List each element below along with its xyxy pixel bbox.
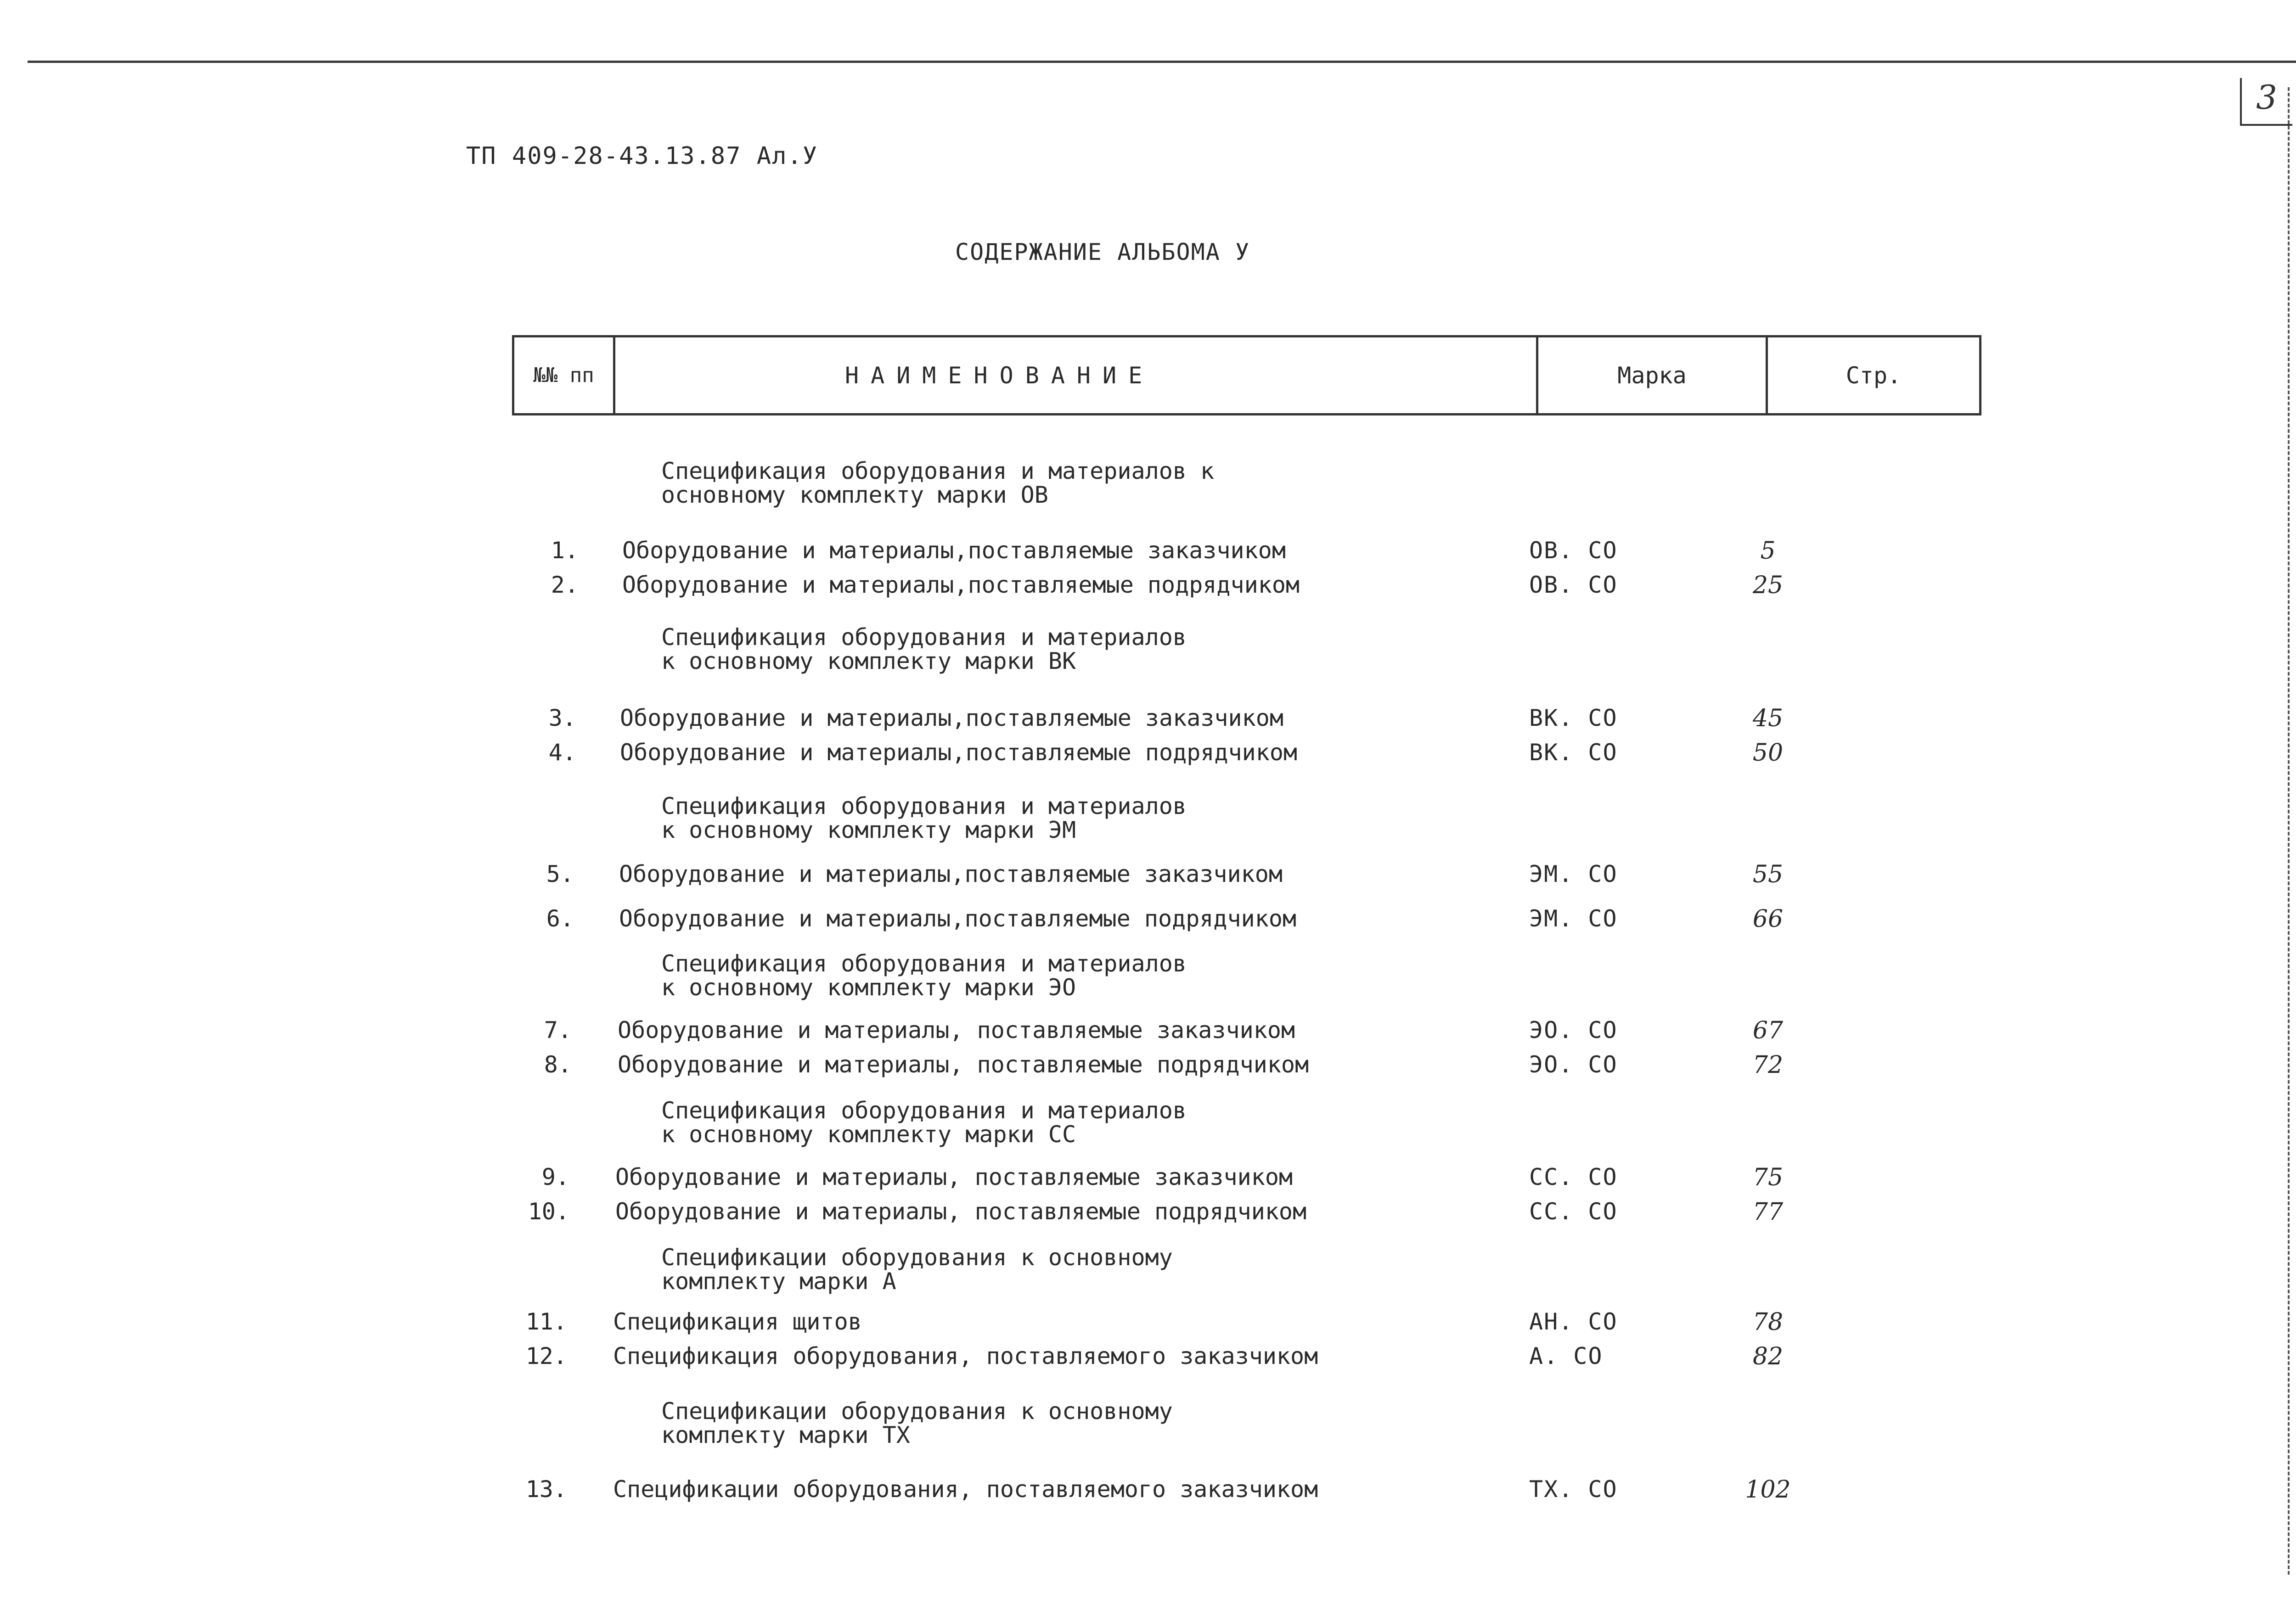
table-row: [0, 905, 2296, 937]
table-row: [0, 1051, 2296, 1083]
row-page: 25: [1752, 572, 1784, 599]
row-number: 3.: [548, 705, 576, 731]
row-name: Спецификация щитов: [613, 1308, 862, 1335]
row-name: Спецификации оборудования, поставляемого заказчиком: [613, 1476, 1318, 1503]
page-number: 3: [2256, 78, 2277, 117]
row-mark: ОВ. СО: [1529, 537, 1618, 564]
top-rule: [28, 61, 2296, 63]
table-header: [512, 335, 1981, 415]
row-page: 45: [1752, 705, 1784, 732]
section-heading-ov: Спецификация оборудования и материалов к основному комплекту марки ОВ: [661, 458, 1215, 508]
row-mark: ОВ. СО: [1529, 572, 1618, 598]
section-heading-em: Спецификация оборудования и материалов к основному комплекту марки ЭМ: [661, 793, 1187, 843]
row-mark: ТХ. СО: [1529, 1476, 1618, 1503]
row-mark: СС. СО: [1529, 1198, 1618, 1225]
row-number: 10.: [528, 1198, 569, 1225]
row-name: Оборудование и материалы,поставляемые заказчиком: [622, 537, 1286, 564]
row-page: 72: [1752, 1051, 1784, 1079]
row-name: Оборудование и материалы, поставляемые заказчиком: [615, 1164, 1293, 1190]
table-row: [0, 537, 2296, 569]
row-number: 2.: [551, 572, 579, 598]
row-number: 8.: [544, 1051, 572, 1078]
row-page: 55: [1752, 861, 1784, 888]
table-row: [0, 1198, 2296, 1230]
document-code: ТП 409-28-43.13.87 Ал.У: [466, 142, 818, 170]
row-page: 66: [1752, 905, 1784, 933]
row-number: 9.: [541, 1164, 569, 1190]
row-mark: ЭО. СО: [1529, 1017, 1618, 1043]
table-row: [0, 1164, 2296, 1196]
section-heading-ss: Спецификация оборудования и материалов к основному комплекту марки СС: [661, 1097, 1187, 1148]
table-row: [0, 861, 2296, 893]
row-page: 5: [1760, 537, 1776, 565]
table-row: [0, 572, 2296, 604]
row-name: Оборудование и материалы, поставляемые подрядчиком: [615, 1198, 1307, 1225]
row-number: 1.: [551, 537, 579, 564]
row-page: 78: [1752, 1308, 1784, 1336]
row-name: Оборудование и материалы, поставляемые подрядчиком: [618, 1051, 1309, 1078]
table-row: [0, 739, 2296, 771]
row-mark: ВК. СО: [1529, 705, 1618, 731]
row-number: 11.: [525, 1308, 567, 1335]
table-row: [0, 1308, 2296, 1341]
row-number: 13.: [525, 1476, 567, 1503]
header-mark: Марка: [1538, 337, 1768, 413]
row-mark: ЭМ. СО: [1529, 905, 1618, 932]
row-name: Оборудование и материалы,поставляемые подрядчиком: [620, 739, 1298, 766]
row-page: 75: [1752, 1164, 1784, 1191]
table-row: [0, 705, 2296, 737]
row-name: Оборудование и материалы,поставляемые заказчиком: [619, 861, 1283, 887]
row-page: 82: [1752, 1343, 1784, 1370]
row-number: 12.: [525, 1343, 567, 1369]
row-mark: ЭО. СО: [1529, 1051, 1618, 1078]
section-heading-eo: Спецификация оборудования и материалов к основному комплекту марки ЭО: [661, 950, 1187, 1001]
table-row: [0, 1017, 2296, 1049]
row-number: 7.: [544, 1017, 572, 1043]
row-name: Спецификация оборудования, поставляемого заказчиком: [613, 1343, 1318, 1369]
row-mark: АН. СО: [1529, 1308, 1618, 1335]
row-mark: ВК. СО: [1529, 739, 1618, 766]
header-num: №№ пп: [514, 337, 615, 413]
row-mark: А. СО: [1529, 1343, 1603, 1369]
row-page: 77: [1752, 1198, 1784, 1226]
row-mark: ЭМ. СО: [1529, 861, 1618, 887]
row-number: 6.: [546, 905, 574, 932]
row-number: 5.: [546, 861, 574, 887]
row-number: 4.: [548, 739, 576, 766]
row-name: Оборудование и материалы,поставляемые заказчиком: [620, 705, 1283, 731]
row-mark: СС. СО: [1529, 1164, 1618, 1190]
row-page: 50: [1752, 739, 1784, 767]
row-name: Оборудование и материалы, поставляемые заказчиком: [618, 1017, 1295, 1043]
header-page: Стр.: [1846, 362, 1902, 389]
section-heading-a: Спецификации оборудования к основному комплекту марки А: [661, 1244, 1173, 1295]
row-name: Оборудование и материалы,поставляемые подрядчиком: [622, 572, 1300, 598]
table-row: [0, 1343, 2296, 1375]
row-page: 102: [1745, 1476, 1791, 1503]
section-heading-vk: Спецификация оборудования и материалов к основному комплекту марки ВК: [661, 624, 1187, 674]
row-name: Оборудование и материалы,поставляемые подрядчиком: [619, 905, 1297, 932]
row-page: 67: [1752, 1017, 1784, 1044]
table-row: [0, 1476, 2296, 1508]
section-heading-tx: Спецификации оборудования к основному комплекту марки ТХ: [661, 1398, 1173, 1448]
header-name: НАИМЕНОВАНИЕ: [615, 337, 1538, 413]
page-title: СОДЕРЖАНИЕ АЛЬБОМА У: [955, 239, 1250, 265]
